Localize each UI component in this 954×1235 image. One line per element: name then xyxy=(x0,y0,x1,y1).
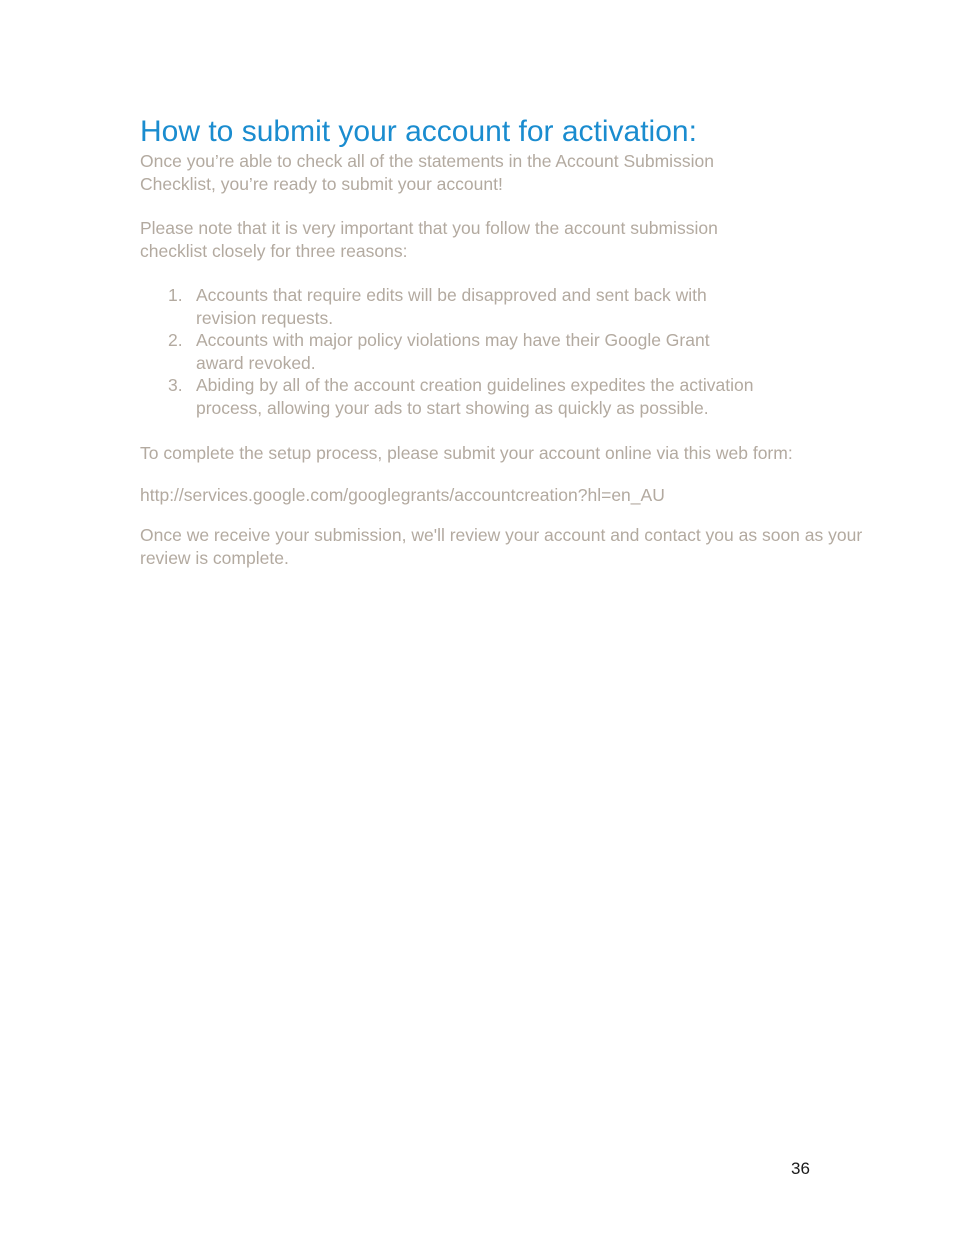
web-form-url[interactable]: http://services.google.com/googlegrants/accountcreation?hl=en_AU xyxy=(140,485,665,505)
list-item-text: Accounts with major policy violations may have their Google Grant award revoked. xyxy=(196,330,710,373)
intro-paragraph: Once you’re able to check all of the statements in the Account Submission Checklist, you’re ready to submit your account! xyxy=(140,151,714,194)
list-item xyxy=(140,284,820,329)
note-paragraph: Please note that it is very important that you follow the account submission checklist closely for three reasons: xyxy=(140,218,718,261)
page-number: 36 xyxy=(791,1159,810,1178)
complete-instruction-paragraph: To complete the setup process, please submit your account online via this web form: xyxy=(140,443,793,463)
list-item-number: 3. xyxy=(168,375,183,395)
page-title: How to submit your account for activation: xyxy=(140,115,697,148)
list-item-number: 1. xyxy=(168,285,183,305)
closing-paragraph: Once we receive your submission, we'll review your account and contact you as soon as your review is complete. xyxy=(140,525,863,568)
list-item-text: Abiding by all of the account creation guidelines expedites the activation process, allowing your ads to start showing as quickly as possible. xyxy=(196,375,754,418)
reasons-list xyxy=(140,284,820,419)
list-item-text: Accounts that require edits will be disapproved and sent back with revision requests. xyxy=(196,285,707,328)
list-item-number: 2. xyxy=(168,330,183,350)
list-item xyxy=(140,374,820,419)
list-item xyxy=(140,329,820,374)
